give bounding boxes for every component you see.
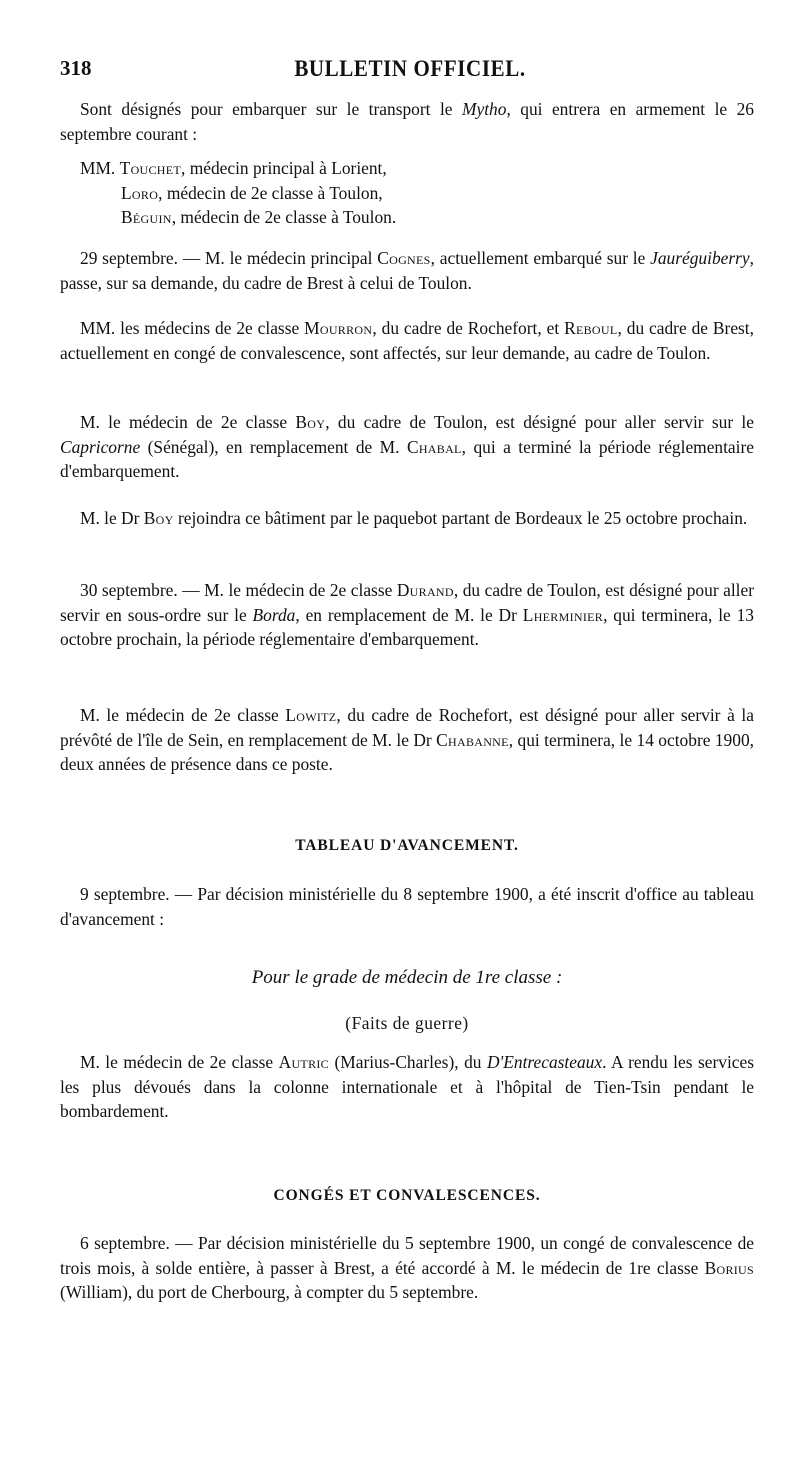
paragraph-boy: M. le médecin de 2e classe Boy, du cadre de Toulon, est désigné pour aller servir sur le Capricorne (Sénégal), en remplacement de M. Chabal, qui a terminé la période réglementaire d'embarquement. [60,412,754,481]
paragraph-29-septembre: 29 septembre. — M. le médecin principal Cognes, actuellement embarqué sur le Jauréguiberry, passe, sur sa demande, du cadre de Brest à celui de Toulon. [60,248,754,293]
paragraph-lowitz: M. le médecin de 2e classe Lowitz, du cadre de Rochefort, est désigné pour aller servir à la prévôté de l'île de Sein, en remplacement de M. le Dr Chabanne, qui terminera, le 14 octobre 1900, deux années de présence dans ce poste. [60,705,754,774]
paragraph-autric: M. le médecin de 2e classe Autric (Marius-Charles), du D'Entrecasteaux. A rendu les services les plus dévoués dans la colonne internationale et à l'hôpital de Tien-Tsin pendant le bombardement. [60,1052,754,1121]
mm-list-item: Loro, médecin de 2e classe à Toulon, [121,182,383,203]
intro-paragraph: Sont désignés pour embarquer sur le transport le Mytho, qui entrera en armement le 26 septembre courant : [60,99,755,144]
page-header [60,56,760,86]
paragraph-6-septembre: 6 septembre. — Par décision ministérielle du 5 septembre 1900, un congé de convalescence de trois mois, à solde entière, à passer à Brest, a été accordé à M. le médecin de 1re classe Borius (William), du port de Cherbourg, à compter du 5 septembre. [60,1233,754,1302]
mm-list [80,156,600,230]
paragraph-boy-rejoindra: M. le Dr Boy rejoindra ce bâtiment par le paquebot partant de Bordeaux le 25 octobre prochain. [80,508,748,528]
paragraph-9-septembre: 9 septembre. — Par décision ministérielle du 8 septembre 1900, a été inscrit d'office au tableau d'avancement : [60,884,754,929]
mm-list-item: MM. Touchet, médecin principal à Lorient, [80,158,387,178]
paragraph-mourron: MM. les médecins de 2e classe Mourron, du cadre de Rochefort, et Reboul, du cadre de Brest, actuellement en congé de convalescence, sont affectés, sur leur demande, au cadre de Toulon. [60,318,754,363]
section-heading-tableau: TABLEAU D'AVANCEMENT. [295,837,519,854]
running-title: BULLETIN OFFICIEL. [294,54,526,82]
page-number: 318 [60,56,92,80]
grade-subheading: Pour le grade de médecin de 1re classe : [251,967,563,988]
section-heading-conges: CONGÉS ET CONVALESCENCES. [273,1187,541,1204]
paragraph-30-septembre: 30 septembre. — M. le médecin de 2e classe Durand, du cadre de Toulon, est désigné pour aller servir en sous-ordre sur le Borda, en remplacement de M. le Dr Lherminier, qui terminera, le 13 octobre prochain, la période réglementaire d'embarquement. [60,580,755,649]
mm-list-item: Béguin, médecin de 2e classe à Toulon. [121,207,397,227]
faits-de-guerre: (Faits de guerre) [345,1013,469,1033]
